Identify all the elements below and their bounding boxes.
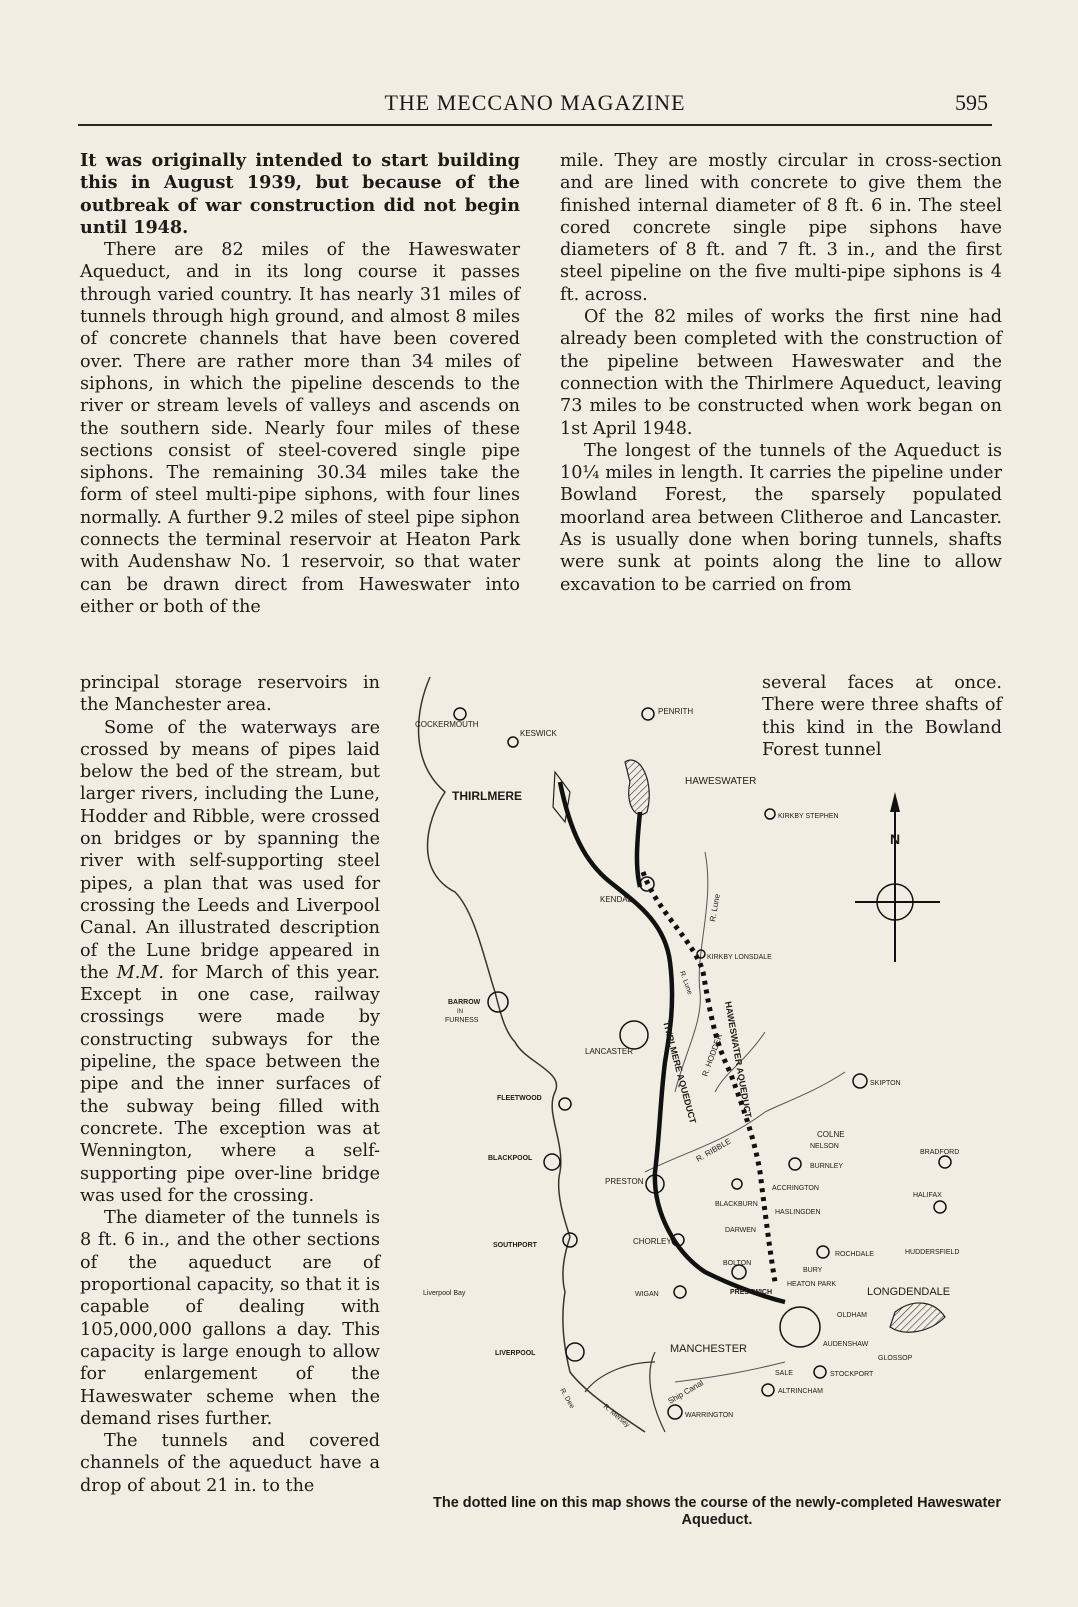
- label-r-ribble: R. RIBBLE: [694, 1136, 733, 1164]
- label-liverpool: LIVERPOOL: [495, 1350, 536, 1357]
- label-haweswater-aqueduct: HAWESWATER AQUEDUCT: [723, 1000, 754, 1119]
- label-r-mersey: R. Mersey: [601, 1403, 631, 1430]
- town-liverpool: [566, 1343, 584, 1361]
- label-kendal: KENDAL: [600, 895, 633, 904]
- label-audenshaw: AUDENSHAW: [823, 1341, 869, 1348]
- label-r-dee: R. Dee: [558, 1387, 576, 1410]
- mm-abbreviation: M.M.: [116, 962, 164, 983]
- label-altrincham: ALTRINCHAM: [778, 1388, 823, 1395]
- label-thirlmere-aqueduct: THIRLMERE AQUEDUCT: [661, 1019, 699, 1125]
- label-haweswater: HAWESWATER: [685, 776, 757, 787]
- town-penrith: [642, 708, 654, 720]
- label-halifax: HALIFAX: [913, 1192, 942, 1199]
- waterways-text: Some of the waterways are crossed by means of pipes laid below the bed of the stream, but larger rivers, including the Lune, Hodder and Ribble, were crossed on bridges or by spanning the river with self-supporting steel pipes, a plan that was used for crossing the Leeds and Liverpool Canal. An illustrated description of the Lune bridge appeared in the: [80, 717, 380, 983]
- label-haslingden: HASLINGDEN: [775, 1209, 821, 1216]
- label-manchester: MANCHESTER: [670, 1343, 748, 1355]
- town-altrincham: [762, 1384, 774, 1396]
- label-bradford: BRADFORD: [920, 1149, 960, 1156]
- cross-section-paragraph: mile. They are mostly circular in cross-section and are lined with concrete to give them the finished internal diameter of 8 ft. 6 in. The steel cored concrete single pipe siphons have diameters of 8 ft. and 7 ft. 3 in., and the first steel pipeline on the five multi-pipe siphons is 4 ft. across.: [560, 151, 1002, 305]
- label-southport: SOUTHPORT: [493, 1242, 537, 1249]
- label-sale: SALE: [775, 1370, 793, 1377]
- label-darwen: DARWEN: [725, 1227, 756, 1234]
- label-stockport: STOCKPORT: [830, 1371, 874, 1378]
- compass-rose: [855, 792, 940, 962]
- label-penrith: PENRITH: [658, 707, 694, 716]
- aqueduct-map: [385, 672, 1005, 1487]
- left-column-narrow: [80, 672, 380, 1497]
- label-fleetwood: FLEETWOOD: [497, 1095, 542, 1102]
- label-warrington: WARRINGTON: [685, 1412, 734, 1419]
- label-oldham: OLDHAM: [837, 1312, 867, 1319]
- town-lancaster: [620, 1021, 648, 1049]
- town-skipton: [853, 1074, 867, 1088]
- label-rochdale: ROCHDALE: [835, 1251, 874, 1258]
- town-burnley: [789, 1158, 801, 1170]
- haweswater-connection-line: [637, 812, 640, 887]
- left-column-top: [80, 150, 520, 618]
- compass-north: N: [890, 831, 901, 847]
- page-number: 595: [955, 90, 988, 115]
- label-prestwich: PRESTWICH: [730, 1289, 772, 1296]
- town-cockermouth: [454, 708, 466, 720]
- town-keswick: [508, 737, 518, 747]
- label-wigan: WIGAN: [635, 1291, 659, 1298]
- label-barrow-furness: FURNESS: [445, 1017, 479, 1024]
- label-skipton: SKIPTON: [870, 1080, 901, 1087]
- label-heaton-park: HEATON PARK: [787, 1281, 837, 1288]
- town-wigan: [674, 1286, 686, 1298]
- magazine-title: THE MECCANO MAGAZINE: [384, 90, 686, 115]
- label-longdendale: LONGDENDALE: [867, 1286, 951, 1298]
- intro-paragraph: It was originally intended to start building this in August 1939, but because of the outbreak of war construction did not begin until 1948.: [80, 150, 520, 238]
- lake-longdendale: [890, 1303, 945, 1332]
- label-barrow-in: IN: [457, 1009, 463, 1015]
- waterways-paragraph: [80, 717, 380, 1208]
- label-chorley: CHORLEY: [633, 1237, 672, 1246]
- label-kirkby-lonsdale: KIRKBY LONSDALE: [707, 954, 772, 961]
- label-glossop: GLOSSOP: [878, 1355, 913, 1362]
- label-keswick: KESWICK: [520, 729, 557, 738]
- storage-reservoirs-text: principal storage reservoirs in the Manchester area.: [80, 673, 380, 716]
- town-warrington: [668, 1405, 682, 1419]
- tunnel-drop-paragraph: The tunnels and covered channels of the aqueduct have a drop of about 21 in. to the: [80, 1431, 380, 1496]
- town-bradford: [939, 1156, 951, 1168]
- label-r-lune: R. Lune: [708, 893, 722, 923]
- label-bolton: BOLTON: [723, 1260, 752, 1267]
- label-accrington: ACCRINGTON: [772, 1185, 819, 1192]
- aqueduct-length-paragraph: There are 82 miles of the Haweswater Aqueduct, and in its long course it passes through varied country. It has nearly 31 miles of tunnels through high ground, and almost 8 miles of concrete channels that have been covered over. There are rather more than 34 miles of siphons, in which the pipeline descends to the river or stream levels of valleys and ascends on the southern side. Nearly four miles of these sections consist of steel-covered single pipe siphons. The remaining 30.34 miles take the form of steel multi-pipe siphons, with four lines normally. A further 9.2 miles of steel pipe siphon connects the terminal reservoir at Heaton Park with Audenshaw No. 1 reservoir, so that water can be drawn direct from Haweswater into either or both of the: [80, 240, 520, 617]
- label-kirkby-stephen: KIRKBY STEPHEN: [778, 813, 839, 820]
- town-rochdale: [817, 1246, 829, 1258]
- railway-text: for March of this year. Except in one case, railway crossings were made by constructing subways for the pipeline, the space between the pipe and the inner surfaces of the subway being filled with concrete. The exception was at Wennington, where a self-supporting pipe over-line bridge was used for the crossing.: [80, 962, 381, 1206]
- town-blackburn: [732, 1179, 742, 1189]
- tunnel-diameter-paragraph: The diameter of the tunnels is 8 ft. 6 in., and the other sections of the aqueduct are of proportional capacity, so that it is capable of dealing with 105,000,000 gallons a day. This capacity is large enough to allow for enlargement of the Haweswater scheme when the demand rises further.: [80, 1208, 381, 1429]
- label-cockermouth: COCKERMOUTH: [415, 720, 479, 729]
- label-thirlmere: THIRLMERE: [452, 789, 522, 803]
- label-barrow: BARROW: [448, 999, 481, 1006]
- river-mersey: [675, 1362, 785, 1382]
- lake-haweswater: [625, 760, 649, 815]
- town-bolton: [732, 1265, 746, 1279]
- label-lancaster: LANCASTER: [585, 1047, 634, 1056]
- map-caption: The dotted line on this map shows the course of the newly-completed Haweswater Aqueduct.: [432, 1495, 1001, 1528]
- label-colne: COLNE: [817, 1130, 845, 1139]
- label-nelson: NELSON: [810, 1143, 839, 1150]
- town-halifax: [934, 1201, 946, 1213]
- label-huddersfield: HUDDERSFIELD: [905, 1249, 960, 1256]
- town-manchester: [780, 1307, 820, 1347]
- longest-tunnel-paragraph: The longest of the tunnels of the Aqueduct is 10¼ miles in length. It carries the pipeline under Bowland Forest, the sparsely populated moorland area between Clitheroe and Lancaster. As is usually done when boring tunnels, shafts were sunk at points along the line to allow excavation to be carried on from: [560, 440, 1002, 595]
- town-stockport: [814, 1366, 826, 1378]
- label-bury: BURY: [803, 1267, 823, 1274]
- works-paragraph: Of the 82 miles of works the first nine had already been completed with the construction of the pipeline between Haweswater and the connection with the Thirlmere Aqueduct, leaving 73 miles to be constructed when work began on 1st April 1948.: [560, 307, 1002, 439]
- label-liverpool-bay: Liverpool Bay: [423, 1290, 466, 1297]
- label-preston: PRESTON: [605, 1177, 644, 1186]
- label-ship-canal: Ship Canal: [666, 1378, 705, 1406]
- label-r-hodder: R. HODDER: [700, 1032, 725, 1078]
- town-fleetwood: [559, 1098, 571, 1110]
- town-blackpool: [544, 1154, 560, 1170]
- label-burnley: BURNLEY: [810, 1163, 844, 1170]
- label-blackpool: BLACKPOOL: [488, 1155, 533, 1162]
- label-blackburn: BLACKBURN: [715, 1201, 758, 1208]
- town-kirkby-stephen: [765, 809, 775, 819]
- right-column-top: [560, 150, 1002, 596]
- label-r-lune-2: R. Lune: [678, 970, 694, 996]
- page-header: [78, 90, 992, 126]
- shafts-text: several faces at once. There were three shafts of this kind in the Bowland Forest tunnel: [762, 673, 1002, 760]
